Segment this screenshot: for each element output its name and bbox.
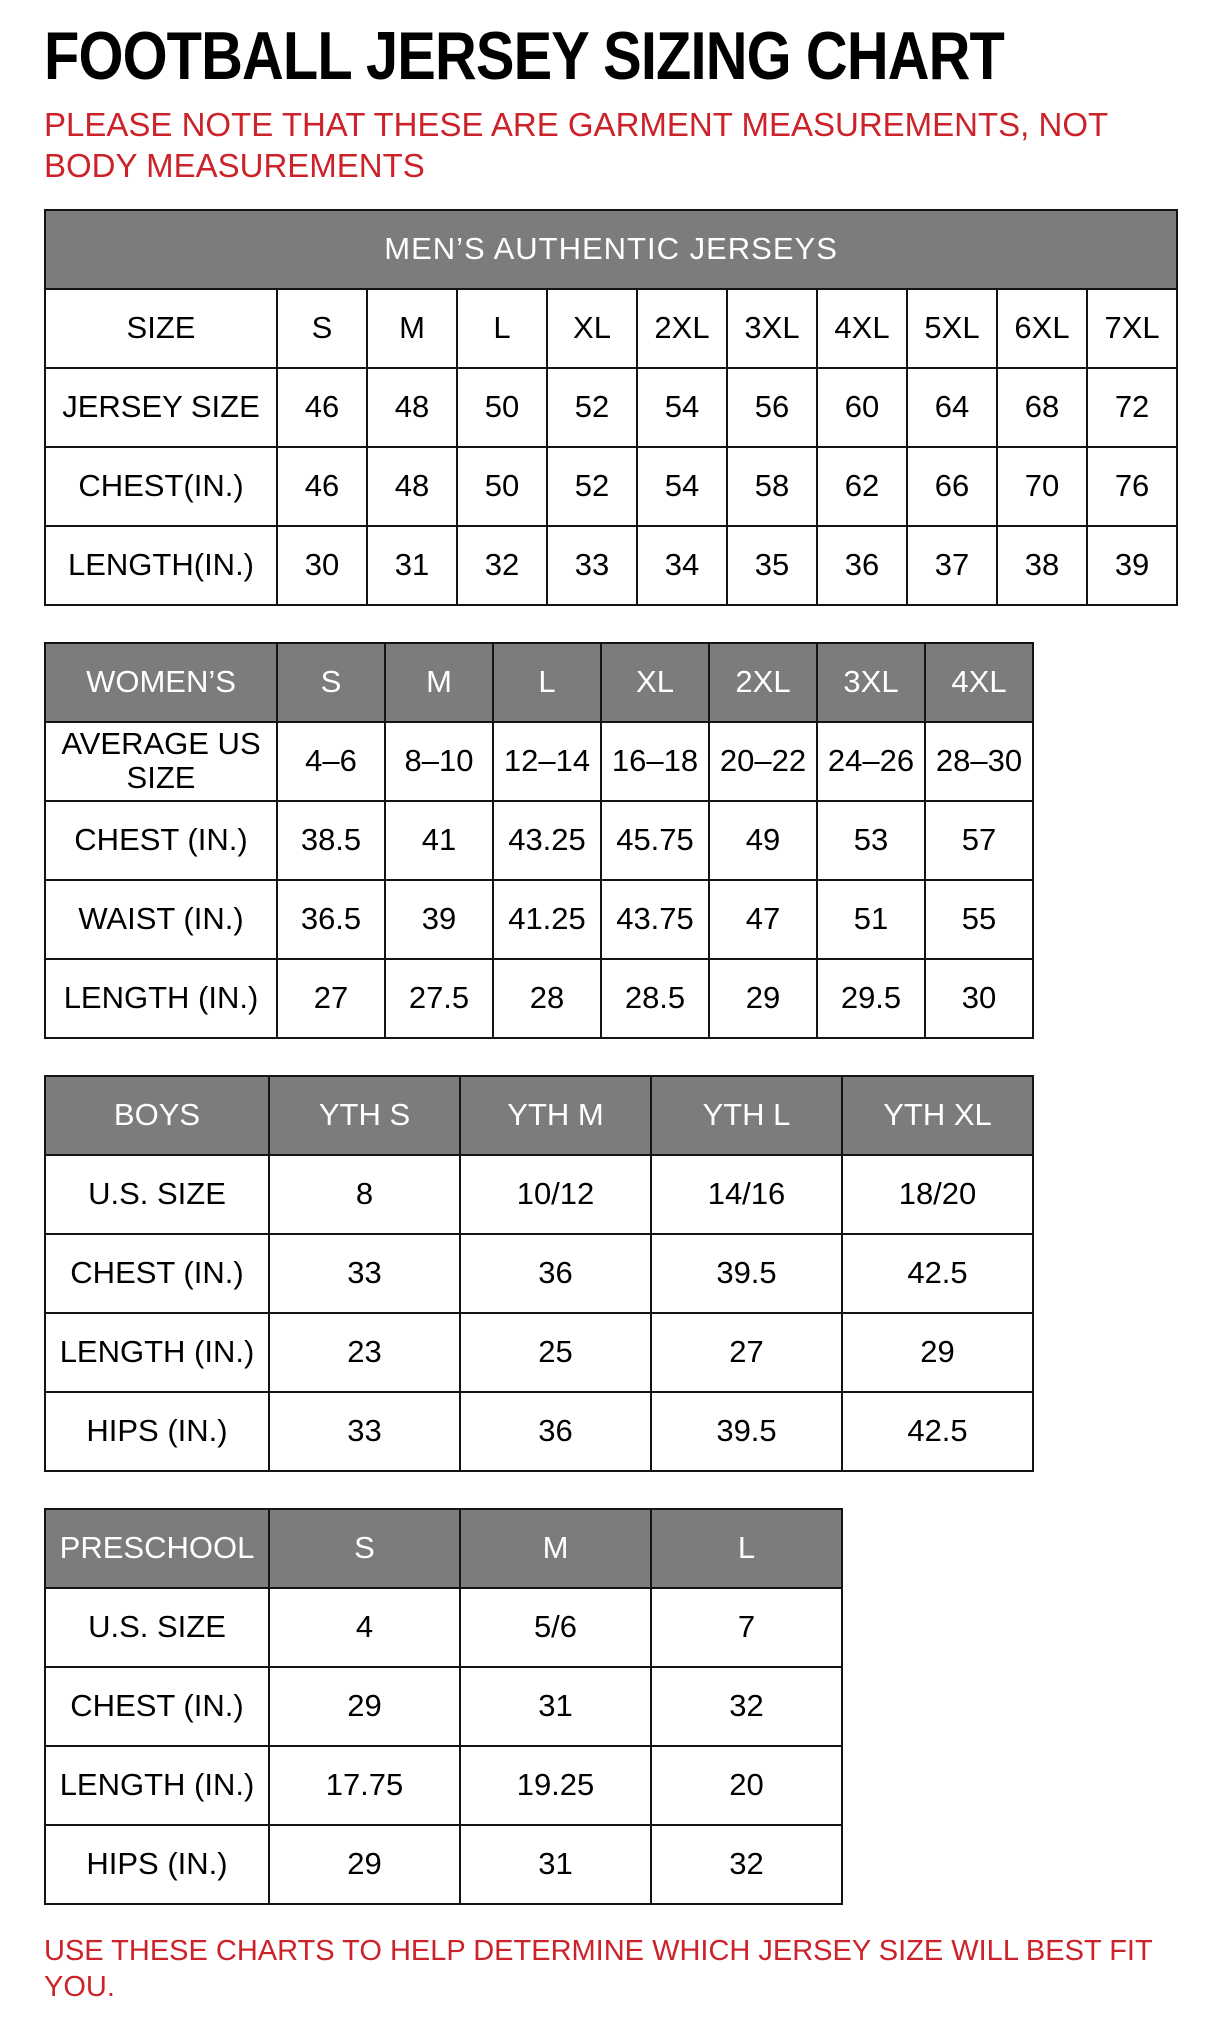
cell-value: 76 (1087, 447, 1177, 526)
cell-value: 12–14 (493, 722, 601, 801)
cell-value: 56 (727, 368, 817, 447)
row-label: U.S. SIZE (45, 1588, 269, 1667)
column-header: YTH M (460, 1076, 651, 1155)
cell-value: 57 (925, 801, 1033, 880)
cell-value: 58 (727, 447, 817, 526)
cell-value: 23 (269, 1313, 460, 1392)
table-row (45, 1392, 1033, 1471)
cell-value: 39.5 (651, 1392, 842, 1471)
cell-value: 38.5 (277, 801, 385, 880)
row-label: LENGTH (IN.) (45, 1746, 269, 1825)
cell-value: 36.5 (277, 880, 385, 959)
column-header: 3XL (817, 643, 925, 722)
column-header: L (651, 1509, 842, 1588)
cell-value: 64 (907, 368, 997, 447)
column-header: L (493, 643, 601, 722)
cell-value: 66 (907, 447, 997, 526)
cell-value: 68 (997, 368, 1087, 447)
cell-value: 30 (277, 526, 367, 605)
page-title: FOOTBALL JERSEY SIZING CHART (44, 18, 1004, 94)
cell-value: 39 (1087, 526, 1177, 605)
table-row (45, 526, 1177, 605)
cell-value: 47 (709, 880, 817, 959)
row-label: CHEST (IN.) (45, 1667, 269, 1746)
cell-value: 33 (269, 1234, 460, 1313)
cell-value: 72 (1087, 368, 1177, 447)
cell-value: 38 (997, 526, 1087, 605)
cell-value: 31 (460, 1825, 651, 1904)
cell-value: 31 (460, 1667, 651, 1746)
column-header: XL (547, 289, 637, 368)
cell-value: 33 (547, 526, 637, 605)
cell-value: 36 (817, 526, 907, 605)
row-label: LENGTH (IN.) (45, 959, 277, 1038)
table-row (45, 801, 1033, 880)
column-header: YTH S (269, 1076, 460, 1155)
column-header: YTH XL (842, 1076, 1033, 1155)
cell-value: 28.5 (601, 959, 709, 1038)
row-label: HIPS (IN.) (45, 1825, 269, 1904)
mens-authentic-jerseys-table (44, 209, 1178, 606)
cell-value: 28 (493, 959, 601, 1038)
table-row (45, 1667, 842, 1746)
cell-value: 42.5 (842, 1234, 1033, 1313)
cell-value: 20–22 (709, 722, 817, 801)
column-header: 6XL (997, 289, 1087, 368)
column-header: M (385, 643, 493, 722)
cell-value: 48 (367, 368, 457, 447)
row-label: LENGTH(IN.) (45, 526, 277, 605)
cell-value: 46 (277, 368, 367, 447)
cell-value: 60 (817, 368, 907, 447)
table-row (45, 722, 1033, 801)
cell-value: 29 (842, 1313, 1033, 1392)
table-row (45, 1313, 1033, 1392)
mens-table-banner: MEN’S AUTHENTIC JERSEYS (45, 210, 1177, 289)
cell-value: 24–26 (817, 722, 925, 801)
cell-value: 32 (651, 1825, 842, 1904)
cell-value: 31 (367, 526, 457, 605)
cell-value: 50 (457, 447, 547, 526)
cell-value: 45.75 (601, 801, 709, 880)
boys-header-label: BOYS (45, 1076, 269, 1155)
cell-value: 29 (269, 1667, 460, 1746)
cell-value: 27.5 (385, 959, 493, 1038)
column-header: XL (601, 643, 709, 722)
cell-value: 39.5 (651, 1234, 842, 1313)
column-header: 2XL (709, 643, 817, 722)
cell-value: 16–18 (601, 722, 709, 801)
cell-value: 29 (269, 1825, 460, 1904)
column-header: 4XL (817, 289, 907, 368)
cell-value: 30 (925, 959, 1033, 1038)
cell-value: 4–6 (277, 722, 385, 801)
mens-header-row (45, 289, 1177, 368)
garment-measurement-note: PLEASE NOTE THAT THESE ARE GARMENT MEASUREMENTS, NOT BODY MEASUREMENTS (44, 106, 1108, 185)
cell-value: 55 (925, 880, 1033, 959)
size-tables-container (44, 209, 1176, 1905)
column-header: S (277, 289, 367, 368)
row-label: CHEST (IN.) (45, 801, 277, 880)
cell-value: 27 (651, 1313, 842, 1392)
table-row (45, 1746, 842, 1825)
column-header: S (269, 1509, 460, 1588)
table-row (45, 1588, 842, 1667)
table-row (45, 447, 1177, 526)
cell-value: 42.5 (842, 1392, 1033, 1471)
column-header: M (460, 1509, 651, 1588)
row-label: HIPS (IN.) (45, 1392, 269, 1471)
column-header: YTH L (651, 1076, 842, 1155)
column-header: 3XL (727, 289, 817, 368)
cell-value: 54 (637, 368, 727, 447)
row-label: CHEST(IN.) (45, 447, 277, 526)
cell-value: 32 (457, 526, 547, 605)
womens-header-row (45, 643, 1033, 722)
row-label: CHEST (IN.) (45, 1234, 269, 1313)
table-row (45, 880, 1033, 959)
cell-value: 36 (460, 1234, 651, 1313)
preschool-jerseys-table (44, 1508, 843, 1905)
cell-value: 36 (460, 1392, 651, 1471)
boys-header-row (45, 1076, 1033, 1155)
cell-value: 19.25 (460, 1746, 651, 1825)
boys-jerseys-table (44, 1075, 1034, 1472)
cell-value: 10/12 (460, 1155, 651, 1234)
table-row (45, 1155, 1033, 1234)
column-header: 2XL (637, 289, 727, 368)
cell-value: 62 (817, 447, 907, 526)
table-row (45, 959, 1033, 1038)
cell-value: 28–30 (925, 722, 1033, 801)
row-label: LENGTH (IN.) (45, 1313, 269, 1392)
cell-value: 8–10 (385, 722, 493, 801)
cell-value: 32 (651, 1667, 842, 1746)
cell-value: 51 (817, 880, 925, 959)
cell-value: 70 (997, 447, 1087, 526)
cell-value: 33 (269, 1392, 460, 1471)
cell-value: 52 (547, 447, 637, 526)
cell-value: 53 (817, 801, 925, 880)
row-label: U.S. SIZE (45, 1155, 269, 1234)
cell-value: 8 (269, 1155, 460, 1234)
cell-value: 43.75 (601, 880, 709, 959)
cell-value: 37 (907, 526, 997, 605)
cell-value: 29 (709, 959, 817, 1038)
cell-value: 35 (727, 526, 817, 605)
footer-text: USE THESE CHARTS TO HELP DETERMINE WHICH JERSEY SIZE WILL BEST FIT YOU. (44, 1934, 1153, 2003)
column-header: 4XL (925, 643, 1033, 722)
column-header: 7XL (1087, 289, 1177, 368)
cell-value: 41 (385, 801, 493, 880)
table-row (45, 1234, 1033, 1313)
cell-value: 54 (637, 447, 727, 526)
cell-value: 46 (277, 447, 367, 526)
column-header: S (277, 643, 385, 722)
preschool-header-row (45, 1509, 842, 1588)
mens-header-label: SIZE (45, 289, 277, 368)
cell-value: 43.25 (493, 801, 601, 880)
cell-value: 39 (385, 880, 493, 959)
cell-value: 29.5 (817, 959, 925, 1038)
cell-value: 27 (277, 959, 385, 1038)
column-header: M (367, 289, 457, 368)
cell-value: 5/6 (460, 1588, 651, 1667)
cell-value: 41.25 (493, 880, 601, 959)
cell-value: 20 (651, 1746, 842, 1825)
cell-value: 7 (651, 1588, 842, 1667)
cell-value: 17.75 (269, 1746, 460, 1825)
column-header: 5XL (907, 289, 997, 368)
cell-value: 49 (709, 801, 817, 880)
cell-value: 14/16 (651, 1155, 842, 1234)
cell-value: 4 (269, 1588, 460, 1667)
cell-value: 48 (367, 447, 457, 526)
womens-header-label: WOMEN’S (45, 643, 277, 722)
row-label: JERSEY SIZE (45, 368, 277, 447)
cell-value: 34 (637, 526, 727, 605)
table-row (45, 1825, 842, 1904)
cell-value: 50 (457, 368, 547, 447)
table-row (45, 368, 1177, 447)
preschool-header-label: PRESCHOOL (45, 1509, 269, 1588)
column-header: L (457, 289, 547, 368)
row-label: AVERAGE US SIZE (45, 722, 277, 801)
cell-value: 52 (547, 368, 637, 447)
cell-value: 25 (460, 1313, 651, 1392)
cell-value: 18/20 (842, 1155, 1033, 1234)
mens-banner-row (45, 210, 1177, 289)
row-label: WAIST (IN.) (45, 880, 277, 959)
womens-jerseys-table (44, 642, 1034, 1039)
